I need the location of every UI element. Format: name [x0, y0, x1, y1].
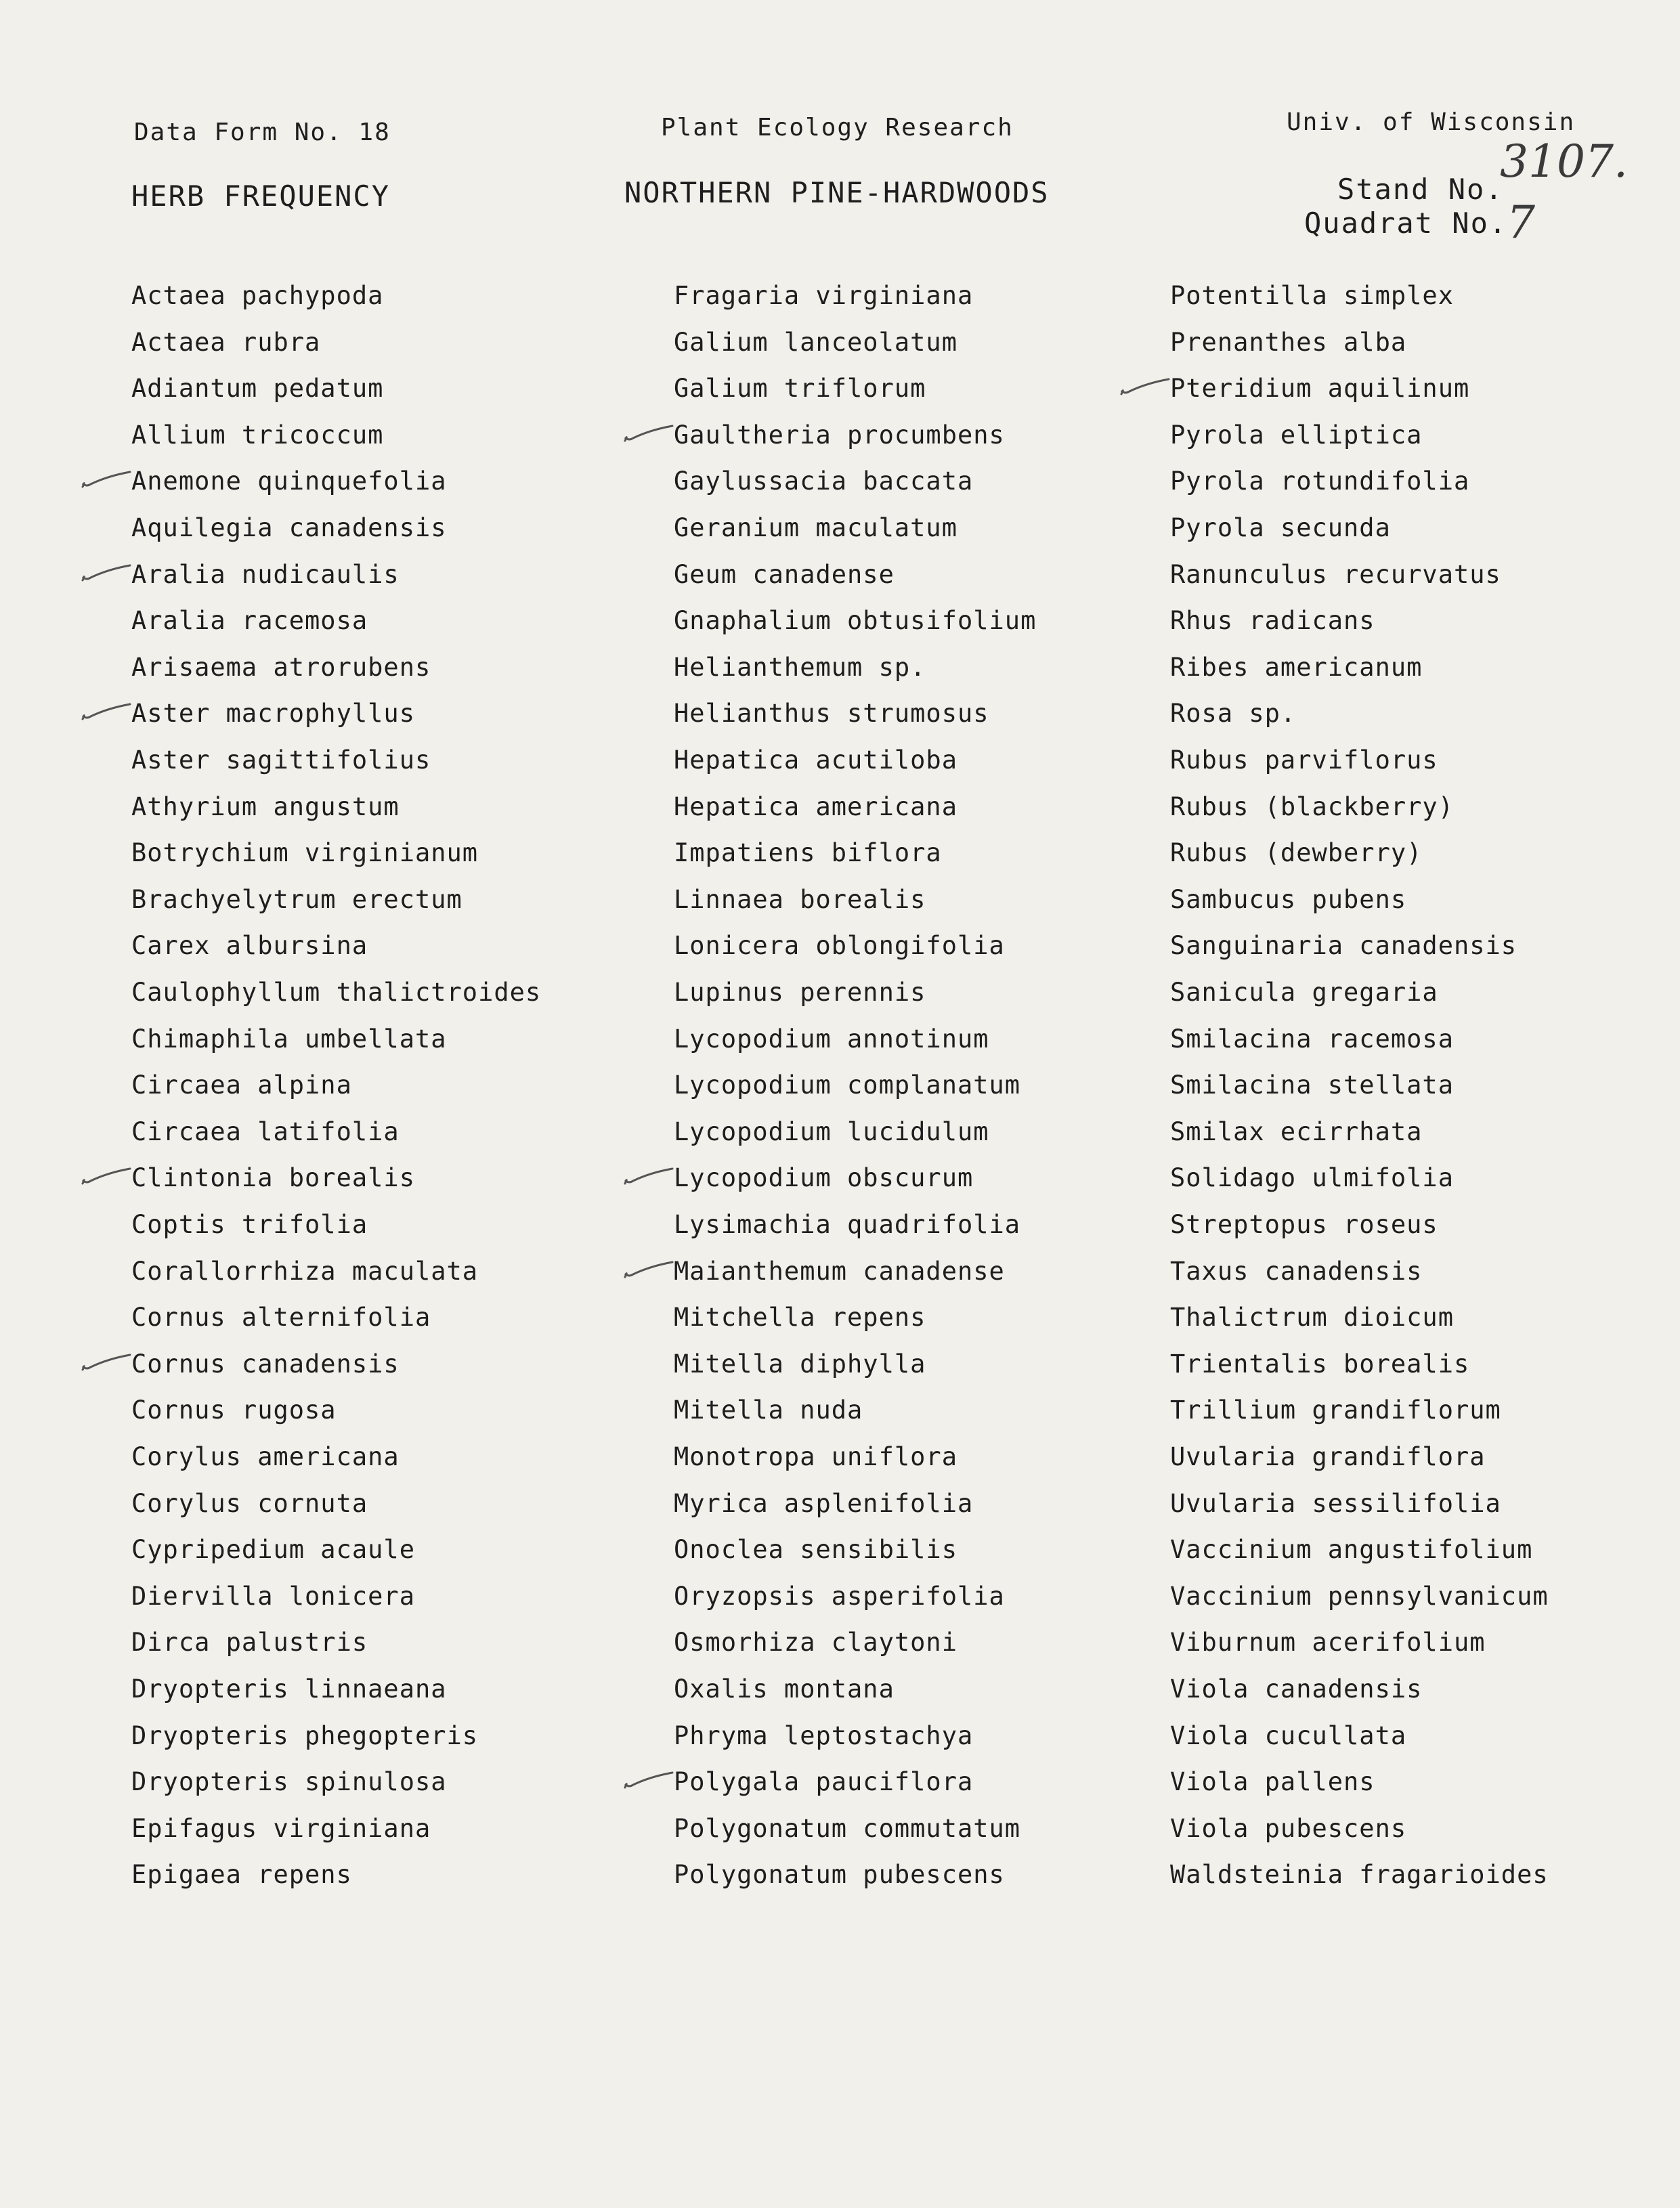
species-name: Vaccinium angustifolium	[1170, 1535, 1533, 1565]
species-item[interactable]	[131, 1628, 368, 1657]
species-name: Taxus canadensis	[1170, 1256, 1423, 1286]
species-item[interactable]	[131, 1860, 352, 1889]
species-item[interactable]	[674, 420, 1005, 450]
species-item[interactable]	[131, 1303, 431, 1332]
species-name: Circaea alpina	[131, 1070, 352, 1100]
species-item[interactable]	[674, 978, 926, 1007]
species-item[interactable]	[131, 885, 462, 914]
species-item[interactable]	[131, 420, 383, 450]
species-item[interactable]	[131, 1070, 352, 1100]
species-item[interactable]	[674, 1767, 973, 1796]
species-item[interactable]	[1170, 745, 1438, 775]
species-item[interactable]	[1170, 1628, 1486, 1657]
species-name: Osmorhiza claytoni	[674, 1628, 957, 1658]
species-item[interactable]	[131, 978, 541, 1007]
species-name: Mitchella repens	[674, 1303, 926, 1333]
species-name: Pteridium aquilinum	[1170, 374, 1470, 404]
species-name: Aquilegia canadensis	[131, 513, 447, 542]
species-name: Mitella nuda	[674, 1395, 863, 1425]
species-item[interactable]	[674, 1535, 957, 1564]
species-name: Gaultheria procumbens	[674, 420, 1005, 450]
species-item[interactable]	[1170, 1117, 1422, 1146]
species-name: Actaea pachypoda	[131, 281, 384, 310]
species-item[interactable]	[1170, 838, 1422, 867]
species-name: Hepatica americana	[674, 792, 957, 821]
species-name: Galium lanceolatum	[674, 327, 957, 357]
species-item[interactable]	[674, 1303, 926, 1332]
species-name: Monotropa uniflora	[674, 1442, 957, 1471]
species-name: Actaea rubra	[131, 327, 321, 357]
species-name: Rubus (blackberry)	[1170, 792, 1454, 821]
check-mark-icon	[620, 1762, 674, 1792]
species-name: Streptopus roseus	[1170, 1210, 1438, 1239]
species-name: Corylus cornuta	[131, 1488, 368, 1518]
species-item[interactable]	[131, 1395, 337, 1425]
species-item[interactable]	[131, 560, 400, 589]
species-item[interactable]	[1170, 1024, 1454, 1054]
species-name: Corallorrhiza maculata	[131, 1256, 479, 1286]
species-item[interactable]	[131, 1442, 400, 1471]
species-name: Polygonatum pubescens	[674, 1860, 1005, 1890]
species-name: Dryopteris linnaeana	[131, 1674, 447, 1704]
species-name: Viola pubescens	[1170, 1813, 1407, 1843]
check-mark-icon	[1116, 368, 1170, 398]
species-item[interactable]	[131, 1117, 400, 1146]
species-name: Mitella diphylla	[674, 1349, 926, 1379]
species-name: Aralia nudicaulis	[131, 559, 400, 589]
species-item[interactable]	[1170, 1582, 1549, 1611]
species-name: Pyrola elliptica	[1170, 420, 1423, 450]
species-name: Diervilla lonicera	[131, 1581, 415, 1611]
species-item[interactable]	[674, 606, 1036, 635]
species-name: Helianthemum sp.	[674, 652, 926, 682]
species-item[interactable]	[674, 1117, 989, 1146]
species-name: Circaea latifolia	[131, 1117, 400, 1146]
community-title: NORTHERN PINE-HARDWOODS	[624, 176, 1050, 209]
form-title: HERB FREQUENCY	[131, 179, 391, 213]
species-name: Cypripedium acaule	[131, 1535, 415, 1565]
species-name: Geum canadense	[674, 559, 895, 589]
species-item[interactable]	[1170, 1535, 1532, 1564]
species-item[interactable]	[674, 1442, 957, 1471]
species-name: Anemone quinquefolia	[131, 467, 447, 496]
species-item[interactable]	[674, 745, 957, 775]
check-mark-icon	[620, 1251, 674, 1281]
species-name: Epigaea repens	[131, 1860, 352, 1890]
species-name: Polygonatum commutatum	[674, 1813, 1021, 1843]
species-name: Aster sagittifolius	[131, 745, 431, 775]
species-name: Prenanthes alba	[1170, 327, 1407, 357]
species-name: Sanguinaria canadensis	[1170, 931, 1517, 961]
species-name: Lupinus perennis	[674, 978, 926, 1007]
check-mark-icon	[77, 693, 131, 723]
species-name: Rhus radicans	[1170, 606, 1375, 636]
species-item[interactable]	[1170, 1814, 1406, 1843]
research-title: Plant Ecology Research	[661, 114, 1014, 142]
species-item[interactable]	[131, 1163, 415, 1192]
species-name: Adiantum pedatum	[131, 374, 384, 404]
species-item[interactable]	[674, 560, 895, 589]
species-item[interactable]	[674, 653, 926, 682]
species-name: Cornus rugosa	[131, 1395, 337, 1425]
species-item[interactable]	[1170, 1442, 1486, 1471]
species-item[interactable]	[131, 1024, 447, 1054]
species-item[interactable]	[131, 1767, 447, 1796]
species-item[interactable]	[131, 699, 415, 728]
species-item[interactable]	[1170, 467, 1469, 496]
species-name: Geranium maculatum	[674, 513, 957, 542]
species-item[interactable]	[131, 374, 383, 403]
species-name: Rubus (dewberry)	[1170, 838, 1423, 868]
species-name: Smilax ecirrhata	[1170, 1117, 1423, 1146]
species-name: Trillium grandiflorum	[1170, 1395, 1501, 1425]
species-item[interactable]	[674, 1395, 863, 1425]
species-name: Viola canadensis	[1170, 1674, 1423, 1704]
species-item[interactable]	[674, 1628, 957, 1657]
species-name: Ranunculus recurvatus	[1170, 559, 1501, 589]
species-item[interactable]	[131, 745, 431, 775]
species-item[interactable]	[1170, 560, 1501, 589]
species-item[interactable]	[1170, 420, 1422, 450]
species-name: Viola cucullata	[1170, 1720, 1407, 1750]
species-name: Carex albursina	[131, 931, 368, 961]
species-item[interactable]	[674, 513, 957, 542]
species-item[interactable]	[1170, 1303, 1454, 1332]
species-name: Impatiens biflora	[674, 838, 942, 868]
species-name: Rosa sp.	[1170, 699, 1297, 729]
species-name: Arisaema atrorubens	[131, 652, 431, 682]
check-mark-icon	[620, 415, 674, 445]
species-item[interactable]	[1170, 1489, 1501, 1518]
species-item[interactable]	[1170, 1257, 1422, 1286]
species-item[interactable]	[131, 328, 320, 357]
species-name: Onoclea sensibilis	[674, 1535, 957, 1565]
species-item[interactable]	[131, 1582, 415, 1611]
species-item[interactable]	[674, 1814, 1020, 1843]
species-item[interactable]	[131, 1674, 447, 1704]
species-item[interactable]	[131, 838, 478, 867]
species-item[interactable]	[1170, 1721, 1406, 1750]
university-name: Univ. of Wisconsin	[1287, 108, 1576, 136]
species-item[interactable]	[1170, 885, 1406, 914]
species-name: Helianthus strumosus	[674, 699, 989, 729]
check-mark-icon	[77, 1344, 131, 1374]
species-name: Clintonia borealis	[131, 1163, 415, 1193]
species-name: Lonicera oblongifolia	[674, 931, 1005, 961]
species-item[interactable]	[1170, 328, 1406, 357]
species-item[interactable]	[674, 885, 926, 914]
species-item[interactable]	[131, 1257, 478, 1286]
species-item[interactable]	[1170, 1210, 1438, 1239]
species-name: Dirca palustris	[131, 1628, 368, 1658]
species-name: Lycopodium obscurum	[674, 1163, 974, 1193]
species-name: Dryopteris phegopteris	[131, 1720, 479, 1750]
species-item[interactable]	[1170, 1860, 1549, 1889]
quadrat-number[interactable]: 7	[1507, 196, 1535, 248]
species-item[interactable]	[1170, 978, 1438, 1007]
species-name: Polygala pauciflora	[674, 1767, 974, 1797]
species-name: Vaccinium pennsylvanicum	[1170, 1581, 1549, 1611]
species-name: Trientalis borealis	[1170, 1349, 1470, 1379]
species-name: Smilacina racemosa	[1170, 1024, 1454, 1054]
species-item[interactable]	[674, 374, 926, 403]
species-name: Potentilla simplex	[1170, 281, 1454, 310]
species-item[interactable]	[674, 1674, 895, 1704]
species-name: Solidago ulmifolia	[1170, 1163, 1454, 1193]
species-item[interactable]	[674, 1257, 1005, 1286]
species-name: Myrica asplenifolia	[674, 1488, 974, 1518]
check-mark-icon	[620, 1158, 674, 1188]
species-name: Smilacina stellata	[1170, 1070, 1454, 1100]
species-name: Uvularia grandiflora	[1170, 1442, 1486, 1471]
form-number: Data Form No. 18	[134, 118, 391, 146]
species-name: Fragaria virginiana	[674, 281, 974, 310]
species-name: Corylus americana	[131, 1442, 400, 1471]
species-item[interactable]	[1170, 281, 1454, 310]
stand-number[interactable]: 3107.	[1500, 135, 1628, 188]
check-mark-icon	[77, 461, 131, 491]
species-item[interactable]	[131, 792, 400, 821]
species-name: Sanicula gregaria	[1170, 978, 1438, 1007]
species-item[interactable]	[1170, 1395, 1501, 1425]
species-name: Allium tricoccum	[131, 420, 384, 450]
species-item[interactable]	[131, 1210, 368, 1239]
check-mark-icon	[77, 1158, 131, 1188]
species-name: Lysimachia quadrifolia	[674, 1210, 1021, 1239]
check-mark-icon	[77, 555, 131, 584]
species-item[interactable]	[674, 792, 957, 821]
species-item[interactable]	[1170, 1349, 1469, 1379]
species-name: Phryma leptostachya	[674, 1720, 974, 1750]
species-name: Aster macrophyllus	[131, 699, 415, 729]
species-name: Lycopodium annotinum	[674, 1024, 989, 1054]
species-name: Rubus parviflorus	[1170, 745, 1438, 775]
species-item[interactable]	[1170, 374, 1469, 403]
species-item[interactable]	[1170, 792, 1454, 821]
species-item[interactable]	[674, 467, 973, 496]
species-name: Gnaphalium obtusifolium	[674, 606, 1037, 636]
species-item[interactable]	[674, 838, 942, 867]
species-item[interactable]	[1170, 931, 1517, 960]
species-item[interactable]	[131, 931, 368, 960]
species-name: Cornus canadensis	[131, 1349, 400, 1379]
species-name: Lycopodium complanatum	[674, 1070, 1021, 1100]
species-item[interactable]	[1170, 699, 1296, 728]
species-item[interactable]	[131, 1814, 431, 1843]
species-name: Ribes americanum	[1170, 652, 1423, 682]
species-item[interactable]	[131, 281, 383, 310]
species-item[interactable]	[1170, 1767, 1375, 1796]
species-item[interactable]	[674, 1349, 926, 1379]
species-name: Lycopodium lucidulum	[674, 1117, 989, 1146]
species-name: Linnaea borealis	[674, 884, 926, 914]
species-name: Pyrola rotundifolia	[1170, 467, 1470, 496]
species-item[interactable]	[131, 513, 447, 542]
quadrat-label: Quadrat No.	[1304, 207, 1508, 240]
species-item[interactable]	[131, 1535, 415, 1564]
stand-label: Stand No.	[1337, 173, 1504, 206]
species-item[interactable]	[1170, 1674, 1422, 1704]
species-item[interactable]	[674, 1860, 1005, 1889]
species-item[interactable]	[1170, 1070, 1454, 1100]
species-name: Botrychium virginianum	[131, 838, 479, 868]
species-name: Coptis trifolia	[131, 1210, 368, 1239]
species-item[interactable]	[674, 1489, 973, 1518]
species-name: Waldsteinia fragarioides	[1170, 1860, 1549, 1890]
species-item[interactable]	[1170, 653, 1422, 682]
species-name: Viburnum acerifolium	[1170, 1628, 1486, 1658]
species-name: Thalictrum dioicum	[1170, 1303, 1454, 1333]
species-item[interactable]	[674, 281, 973, 310]
species-item[interactable]	[674, 1070, 1020, 1100]
species-name: Maianthemum canadense	[674, 1256, 1005, 1286]
species-name: Gaylussacia baccata	[674, 467, 974, 496]
species-item[interactable]	[674, 1024, 989, 1054]
species-name: Caulophyllum thalictroides	[131, 978, 542, 1007]
species-item[interactable]	[674, 1210, 1020, 1239]
species-name: Dryopteris spinulosa	[131, 1767, 447, 1797]
species-item[interactable]	[131, 653, 431, 682]
species-item[interactable]	[1170, 1163, 1454, 1192]
species-name: Chimaphila umbellata	[131, 1024, 447, 1054]
species-item[interactable]	[1170, 513, 1391, 542]
species-item[interactable]	[674, 931, 1005, 960]
species-name: Epifagus virginiana	[131, 1813, 431, 1843]
species-item[interactable]	[131, 1721, 478, 1750]
species-name: Sambucus pubens	[1170, 884, 1407, 914]
species-item[interactable]	[1170, 606, 1375, 635]
species-name: Pyrola secunda	[1170, 513, 1391, 542]
species-name: Athyrium angustum	[131, 792, 400, 821]
species-item[interactable]	[674, 1721, 973, 1750]
species-item[interactable]	[131, 467, 447, 496]
species-name: Galium triflorum	[674, 374, 926, 404]
species-name: Cornus alternifolia	[131, 1303, 431, 1333]
species-name: Hepatica acutiloba	[674, 745, 957, 775]
species-item[interactable]	[674, 1582, 1005, 1611]
species-name: Oryzopsis asperifolia	[674, 1581, 1005, 1611]
species-name: Viola pallens	[1170, 1767, 1375, 1797]
species-item[interactable]	[674, 328, 957, 357]
species-item[interactable]	[131, 1489, 368, 1518]
species-name: Oxalis montana	[674, 1674, 895, 1704]
species-name: Brachyelytrum erectum	[131, 884, 462, 914]
species-item[interactable]	[131, 1349, 400, 1379]
species-item[interactable]	[674, 699, 989, 728]
species-item[interactable]	[674, 1163, 973, 1192]
species-item[interactable]	[131, 606, 368, 635]
species-name: Aralia racemosa	[131, 606, 368, 636]
species-name: Uvularia sessilifolia	[1170, 1488, 1501, 1518]
